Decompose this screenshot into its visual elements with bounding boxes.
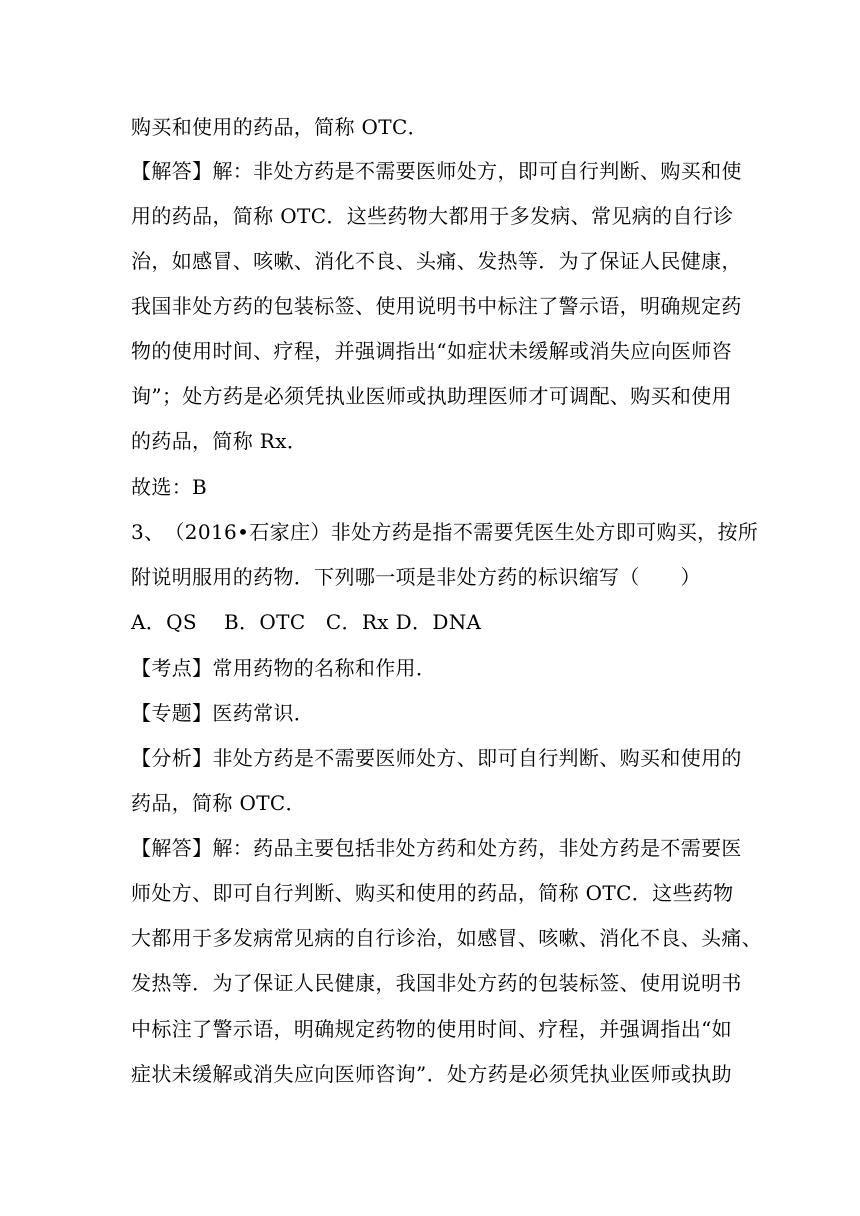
text-line: 发 热 等 ． 为 了 保 证 人 民 健 康 ， 我 国 非 处 方 药 的 包 装 标 签 、 使 用 说 明 书 (131, 971, 742, 995)
text-line: 物 的 使 用 时 间 、 疗 程 ， 并 强 调 指 出 “ 如 症 状 未 缓 解 或 消 失 应 向 医 师 咨 (131, 339, 732, 363)
text-line: 药品，简称 OTC． (131, 791, 306, 815)
text-line: 询 ” ； 处 方 药 是 必 须 凭 执 业 医 师 或 执 助 理 医 师 才 可 调 配 、 购 买 和 使 用 (131, 384, 732, 408)
text-line: 用 的 药 品 ， 简 称 O T C ． 这 些 药 物 大 都 用 于 多 发 病 、 常 见 病 的 自 行 诊 (131, 204, 734, 228)
zhuanti-line: 【专题】医药常识． (131, 701, 315, 725)
text-line: 师 处 方 、 即 可 自 行 判 断 、 购 买 和 使 用 的 药 品 ， 简 称 O T C ． 这 些 药 物 (131, 881, 734, 905)
text-line: 故选：B (131, 475, 208, 499)
text-line: 中 标 注 了 警 示 语 ， 明 确 规 定 药 物 的 使 用 时 间 、 疗 程 ， 并 强 调 指 出 “ 如 (131, 1017, 732, 1041)
text-line: 【 解 答 】 解 ： 非 处 方 药 是 不 需 要 医 师 处 方 ， 即 可 自 行 判 断 、 购 买 和 使 (131, 159, 742, 183)
answer-options: A．QS B．OTC C．Rx D．DNA (131, 610, 482, 634)
fenxi-line: 【 分 析 】 非 处 方 药 是 不 需 要 医 师 处 方 、 即 可 自 行 判 断 、 购 买 和 使 用 的 (131, 746, 742, 770)
text-line: 购买和使用的药品，简称 OTC． (131, 115, 428, 139)
text-line: 大 都 用 于 多 发 病 常 见 病 的 自 行 诊 治 ， 如 感 冒 、 咳 嗽 、 消 化 不 良 、 头 痛 、 (131, 926, 763, 950)
text-line: 我 国 非 处 方 药 的 包 装 标 签 、 使 用 说 明 书 中 标 注 了 警 示 语 ， 明 确 规 定 药 (131, 294, 742, 318)
jieda-line: 【 解 答 】 解 ： 药 品 主 要 包 括 非 处 方 药 和 处 方 药 ， 非 处 方 药 是 不 需 要 医 (131, 836, 742, 860)
question-stem: 3 、 （ 2 0 1 6 • 石 家 庄 ） 非 处 方 药 是 指 不 需 要 凭 医 生 处 方 即 可 购 买 ， 按 所 (131, 520, 759, 544)
text-line: 治 ， 如 感 冒 、 咳 嗽 、 消 化 不 良 、 头 痛 、 发 热 等 ． 为 了 保 证 人 民 健 康 ， (131, 249, 742, 273)
kaodian-line: 【考点】常用药物的名称和作用． (131, 656, 437, 680)
text-line: 症 状 未 缓 解 或 消 失 应 向 医 师 咨 询 ” ． 处 方 药 是 必 须 凭 执 业 医 师 或 执 助 (131, 1062, 732, 1086)
question-stem: 附说明服用的药物．下列哪一项是非处方药的标识缩写（ ） (131, 565, 701, 589)
text-line: 的药品，简称 Rx． (131, 429, 308, 453)
